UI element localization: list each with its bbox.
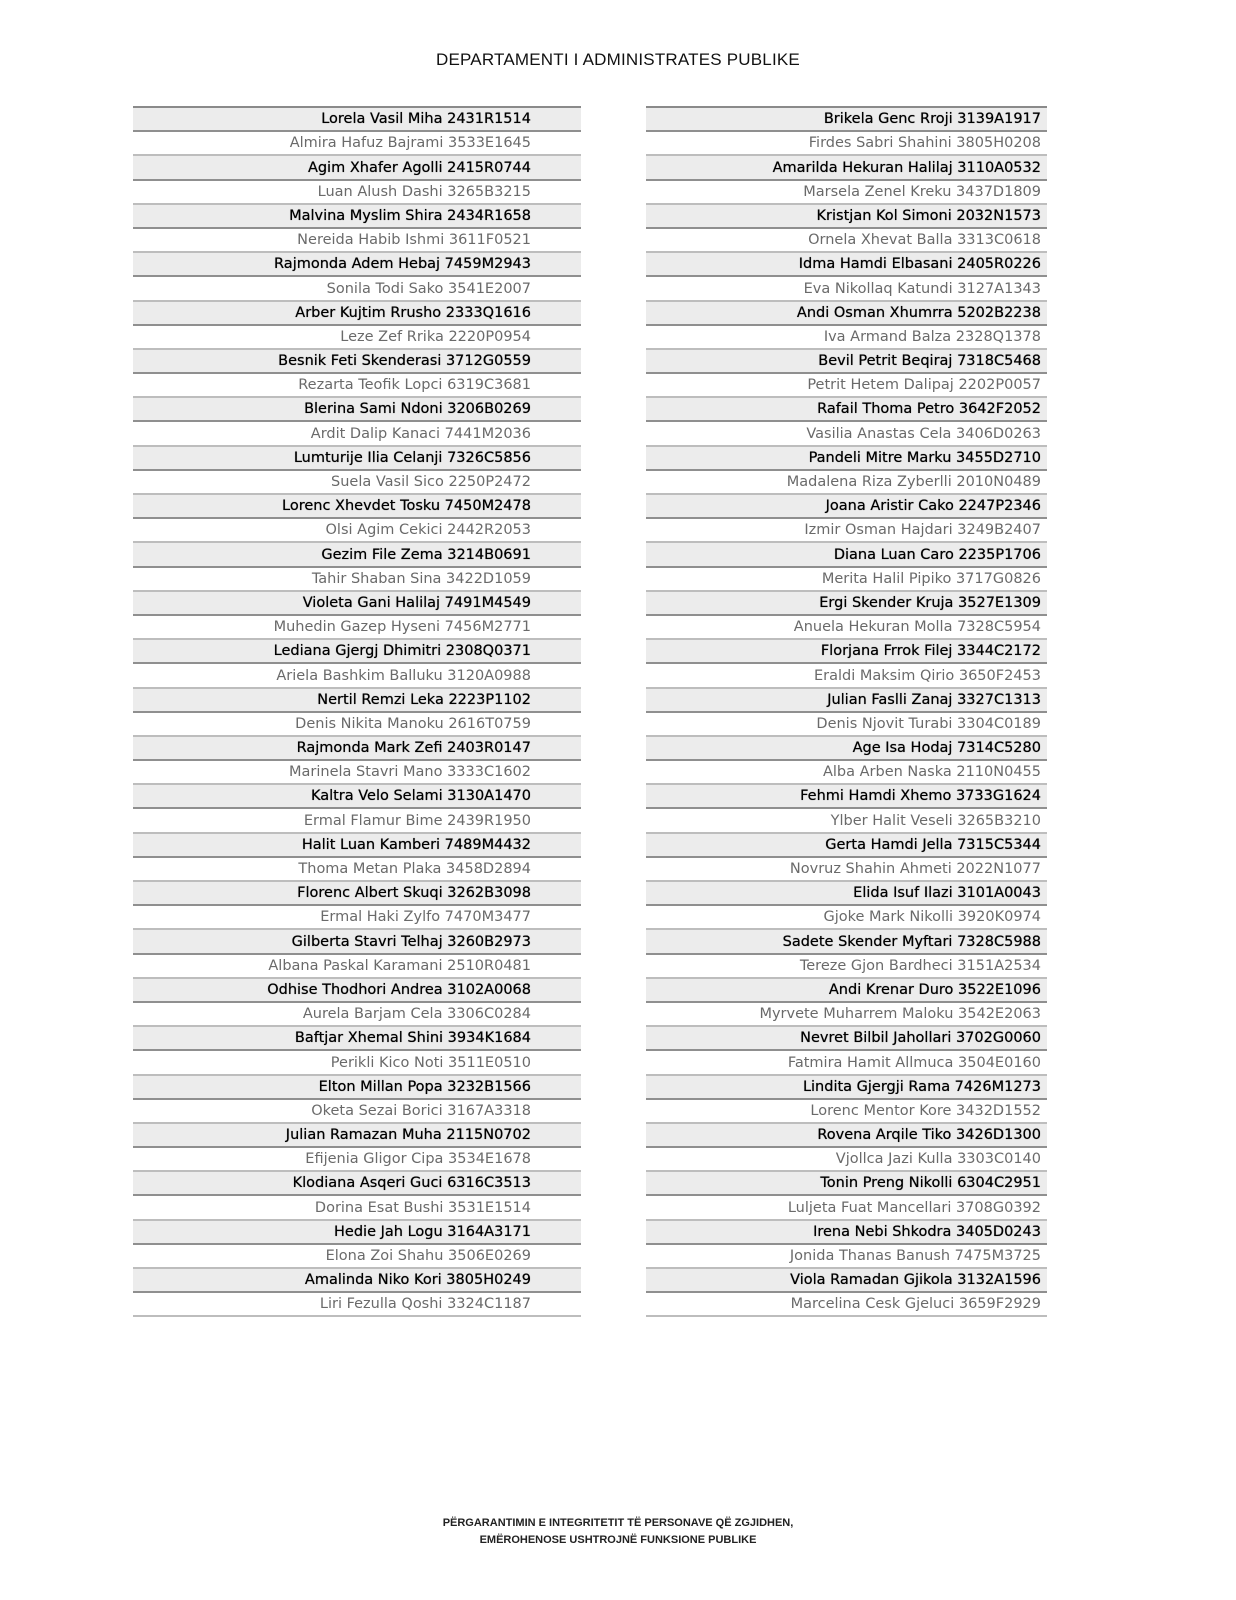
list-item xyxy=(646,398,1047,422)
person-entry: Age Isa Hodaj 7314C5280 xyxy=(852,740,1041,757)
list-item xyxy=(646,1196,1047,1220)
list-item xyxy=(646,1293,1047,1317)
person-entry: Thoma Metan Plaka 3458D2894 xyxy=(298,861,531,877)
person-entry: Muhedin Gazep Hyseni 7456M2771 xyxy=(273,619,531,636)
list-item xyxy=(646,906,1047,930)
person-entry: Idma Hamdi Elbasani 2405R0226 xyxy=(798,256,1041,273)
list-item xyxy=(133,181,581,205)
person-entry: Joana Aristir Cako 2247P2346 xyxy=(825,498,1041,515)
person-entry: Albana Paskal Karamani 2510R0481 xyxy=(268,957,531,974)
list-item xyxy=(133,302,581,326)
person-entry: Marsela Zenel Kreku 3437D1809 xyxy=(803,183,1041,200)
list-item xyxy=(133,1269,581,1293)
person-entry: Denis Nikita Manoku 2616T0759 xyxy=(295,715,531,732)
list-item xyxy=(133,785,581,809)
list-item xyxy=(646,543,1047,567)
left-name-column xyxy=(133,106,581,1317)
person-entry: Ariela Bashkim Balluku 3120A0988 xyxy=(276,667,531,684)
list-item xyxy=(646,205,1047,229)
person-entry: Lorela Vasil Miha 2431R1514 xyxy=(321,111,531,128)
list-item xyxy=(646,1172,1047,1196)
list-item xyxy=(646,1027,1047,1051)
list-item xyxy=(133,737,581,761)
list-item xyxy=(646,1269,1047,1293)
list-item xyxy=(646,229,1047,253)
list-item xyxy=(646,132,1047,156)
list-item xyxy=(133,1124,581,1148)
person-entry: Myrvete Muharrem Maloku 3542E2063 xyxy=(759,1006,1041,1023)
list-item xyxy=(646,1124,1047,1148)
person-entry: Amarilda Hekuran Halilaj 3110A0532 xyxy=(772,159,1041,176)
list-item xyxy=(133,1172,581,1196)
person-entry: Gjoke Mark Nikolli 3920K0974 xyxy=(823,909,1041,926)
person-entry: Lorenc Xhevdet Tosku 7450M2478 xyxy=(282,498,531,515)
list-item xyxy=(646,568,1047,592)
list-item xyxy=(646,809,1047,833)
person-entry: Luan Alush Dashi 3265B3215 xyxy=(317,183,531,200)
person-entry: Lindita Gjergji Rama 7426M1273 xyxy=(802,1078,1041,1095)
person-entry: Ermal Flamur Bime 2439R1950 xyxy=(303,812,531,829)
person-entry: Anuela Hekuran Molla 7328C5954 xyxy=(793,619,1041,636)
list-item xyxy=(646,664,1047,688)
person-entry: Lumturije Ilia Celanji 7326C5856 xyxy=(293,449,531,466)
list-item xyxy=(133,1076,581,1100)
list-item xyxy=(133,1051,581,1075)
person-entry: Ornela Xhevat Balla 3313C0618 xyxy=(808,232,1041,249)
person-entry: Luljeta Fuat Mancellari 3708G0392 xyxy=(787,1199,1041,1216)
list-item xyxy=(646,181,1047,205)
person-entry: Gezim File Zema 3214B0691 xyxy=(321,546,531,563)
person-entry: Aurela Barjam Cela 3306C0284 xyxy=(302,1006,531,1023)
list-item xyxy=(133,1148,581,1172)
list-item xyxy=(646,1076,1047,1100)
list-item xyxy=(133,1027,581,1051)
list-item xyxy=(646,277,1047,301)
person-entry: Jonida Thanas Banush 7475M3725 xyxy=(789,1248,1041,1264)
list-item xyxy=(133,1221,581,1245)
footer-line-1: PËRGARANTIMIN E INTEGRITETIT TË PERSONAVE QË ZGJIDHEN, xyxy=(442,1517,794,1529)
person-entry: Sadete Skender Myftari 7328C5988 xyxy=(782,933,1041,950)
person-entry: Vasilia Anastas Cela 3406D0263 xyxy=(806,425,1041,442)
list-item xyxy=(646,713,1047,737)
list-item xyxy=(646,979,1047,1003)
person-entry: Olsi Agim Cekici 2442R2053 xyxy=(325,522,531,539)
list-item xyxy=(133,616,581,640)
person-entry: Besnik Feti Skenderasi 3712G0559 xyxy=(278,353,531,370)
person-entry: Marcelina Cesk Gjeluci 3659F2929 xyxy=(790,1296,1041,1313)
list-item xyxy=(133,882,581,906)
page-title: DEPARTAMENTI I ADMINISTRATES PUBLIKE xyxy=(436,50,800,69)
person-entry: Liri Fezulla Qoshi 3324C1187 xyxy=(319,1296,531,1313)
list-item xyxy=(133,1196,581,1220)
person-entry: Elona Zoi Shahu 3506E0269 xyxy=(325,1248,531,1264)
person-entry: Violeta Gani Halilaj 7491M4549 xyxy=(302,594,531,611)
list-item xyxy=(133,1245,581,1269)
list-item xyxy=(646,616,1047,640)
person-entry: Brikela Genc Rroji 3139A1917 xyxy=(823,111,1041,128)
person-entry: Tereze Gjon Bardheci 3151A2534 xyxy=(799,957,1041,974)
list-item xyxy=(133,809,581,833)
list-item xyxy=(133,495,581,519)
person-entry: Denis Njovit Turabi 3304C0189 xyxy=(816,715,1041,732)
person-entry: Amalinda Niko Kori 3805H0249 xyxy=(304,1272,531,1289)
person-entry: Julian Ramazan Muha 2115N0702 xyxy=(285,1127,531,1144)
list-item xyxy=(133,229,581,253)
list-item xyxy=(133,1100,581,1124)
list-item xyxy=(133,858,581,882)
person-entry: Arber Kujtim Rrusho 2333Q1616 xyxy=(295,304,531,321)
person-entry: Rajmonda Adem Hebaj 7459M2943 xyxy=(274,256,531,273)
list-item xyxy=(646,858,1047,882)
person-entry: Leze Zef Rrika 2220P0954 xyxy=(340,328,531,345)
person-entry: Perikli Kico Noti 3511E0510 xyxy=(330,1054,531,1071)
person-entry: Novruz Shahin Ahmeti 2022N1077 xyxy=(789,861,1041,877)
person-entry: Bevil Petrit Beqiraj 7318C5468 xyxy=(818,353,1041,370)
person-entry: Oketa Sezai Borici 3167A3318 xyxy=(311,1102,531,1119)
list-item xyxy=(133,350,581,374)
list-item xyxy=(646,495,1047,519)
list-item xyxy=(133,834,581,858)
person-entry: Irena Nebi Shkodra 3405D0243 xyxy=(813,1223,1041,1240)
person-entry: Alba Arben Naska 2110N0455 xyxy=(822,764,1041,781)
list-item xyxy=(646,834,1047,858)
person-entry: Ylber Halit Veseli 3265B3210 xyxy=(830,812,1041,829)
list-item xyxy=(646,302,1047,326)
list-item xyxy=(133,1293,581,1317)
list-item xyxy=(133,326,581,350)
list-item xyxy=(133,640,581,664)
list-item xyxy=(646,640,1047,664)
list-item xyxy=(646,930,1047,954)
person-entry: Tonin Preng Nikolli 6304C2951 xyxy=(820,1175,1041,1192)
person-entry: Baftjar Xhemal Shini 3934K1684 xyxy=(294,1030,531,1047)
person-entry: Suela Vasil Sico 2250P2472 xyxy=(331,474,531,490)
person-entry: Nereida Habib Ishmi 3611F0521 xyxy=(297,232,531,249)
list-item xyxy=(133,447,581,471)
person-entry: Efijenia Gligor Cipa 3534E1678 xyxy=(305,1151,531,1168)
person-entry: Odhise Thodhori Andrea 3102A0068 xyxy=(267,981,531,998)
person-entry: Iva Armand Balza 2328Q1378 xyxy=(823,328,1041,345)
person-entry: Rezarta Teofik Lopci 6319C3681 xyxy=(298,377,531,394)
person-entry: Eraldi Maksim Qirio 3650F2453 xyxy=(813,667,1041,684)
list-item xyxy=(646,689,1047,713)
list-item xyxy=(646,422,1047,446)
person-entry: Florenc Albert Skuqi 3262B3098 xyxy=(297,885,531,902)
list-item xyxy=(646,253,1047,277)
person-entry: Vjollca Jazi Kulla 3303C0140 xyxy=(835,1151,1041,1168)
right-name-column xyxy=(646,106,1047,1317)
person-entry: Rafail Thoma Petro 3642F2052 xyxy=(817,401,1041,418)
list-item xyxy=(646,592,1047,616)
person-entry: Ermal Haki Zylfo 7470M3477 xyxy=(320,909,531,926)
list-item xyxy=(133,277,581,301)
person-entry: Elida Isuf Ilazi 3101A0043 xyxy=(853,885,1041,902)
list-item xyxy=(133,253,581,277)
list-item xyxy=(133,205,581,229)
person-entry: Fehmi Hamdi Xhemo 3733G1624 xyxy=(800,788,1041,805)
person-entry: Agim Xhafer Agolli 2415R0744 xyxy=(307,159,531,176)
person-entry: Ergi Skender Kruja 3527E1309 xyxy=(819,594,1041,611)
person-entry: Merita Halil Pipiko 3717G0826 xyxy=(821,570,1041,587)
list-item xyxy=(133,1003,581,1027)
list-item xyxy=(133,519,581,543)
list-item xyxy=(133,713,581,737)
person-entry: Almira Hafuz Bajrami 3533E1645 xyxy=(289,135,531,152)
list-item xyxy=(133,906,581,930)
footer xyxy=(0,1515,1236,1549)
person-entry: Hedie Jah Logu 3164A3171 xyxy=(334,1223,531,1240)
list-item xyxy=(646,1003,1047,1027)
list-item xyxy=(646,737,1047,761)
person-entry: Izmir Osman Hajdari 3249B2407 xyxy=(804,522,1041,539)
list-item xyxy=(646,350,1047,374)
list-item xyxy=(133,592,581,616)
person-entry: Sonila Todi Sako 3541E2007 xyxy=(326,280,531,297)
list-item xyxy=(646,882,1047,906)
list-item xyxy=(133,132,581,156)
list-item xyxy=(133,398,581,422)
person-entry: Gilberta Stavri Telhaj 3260B2973 xyxy=(291,933,531,950)
list-item xyxy=(133,664,581,688)
person-entry: Gerta Hamdi Jella 7315C5344 xyxy=(825,836,1041,853)
person-entry: Marinela Stavri Mano 3333C1602 xyxy=(289,764,531,781)
list-item xyxy=(646,374,1047,398)
person-entry: Ardit Dalip Kanaci 7441M2036 xyxy=(310,425,531,442)
person-entry: Blerina Sami Ndoni 3206B0269 xyxy=(304,401,531,418)
person-entry: Dorina Esat Bushi 3531E1514 xyxy=(314,1199,531,1216)
person-entry: Eva Nikollaq Katundi 3127A1343 xyxy=(803,280,1041,297)
person-entry: Rovena Arqile Tiko 3426D1300 xyxy=(817,1127,1041,1144)
list-item xyxy=(646,1148,1047,1172)
person-entry: Firdes Sabri Shahini 3805H0208 xyxy=(808,135,1041,152)
list-item xyxy=(133,979,581,1003)
list-item xyxy=(646,1100,1047,1124)
list-item xyxy=(133,930,581,954)
list-item xyxy=(133,422,581,446)
list-item xyxy=(133,543,581,567)
list-item xyxy=(646,1051,1047,1075)
person-entry: Kristjan Kol Simoni 2032N1573 xyxy=(816,207,1041,224)
person-entry: Madalena Riza Zyberlli 2010N0489 xyxy=(786,474,1041,490)
list-item xyxy=(133,955,581,979)
list-item xyxy=(133,568,581,592)
person-entry: Petrit Hetem Dalipaj 2202P0057 xyxy=(807,377,1041,394)
list-item xyxy=(646,156,1047,180)
person-entry: Viola Ramadan Gjikola 3132A1596 xyxy=(790,1272,1041,1289)
person-entry: Nevret Bilbil Jahollari 3702G0060 xyxy=(800,1030,1041,1047)
person-entry: Lediana Gjergj Dhimitri 2308Q0371 xyxy=(273,643,531,660)
person-entry: Fatmira Hamit Allmuca 3504E0160 xyxy=(787,1054,1041,1071)
person-entry: Malvina Myslim Shira 2434R1658 xyxy=(289,207,531,224)
person-entry: Rajmonda Mark Zefi 2403R0147 xyxy=(296,740,531,757)
list-item xyxy=(646,108,1047,132)
person-entry: Klodiana Asqeri Guci 6316C3513 xyxy=(292,1175,531,1192)
list-item xyxy=(133,374,581,398)
person-entry: Andi Osman Xhumrra 5202B2238 xyxy=(796,304,1041,321)
person-entry: Lorenc Mentor Kore 3432D1552 xyxy=(810,1102,1041,1119)
person-entry: Halit Luan Kamberi 7489M4432 xyxy=(301,836,531,853)
list-item xyxy=(646,471,1047,495)
person-entry: Nertil Remzi Leka 2223P1102 xyxy=(317,691,531,708)
person-entry: Julian Faslli Zanaj 3327C1313 xyxy=(827,691,1041,708)
person-entry: Tahir Shaban Sina 3422D1059 xyxy=(311,570,531,587)
list-item xyxy=(646,519,1047,543)
list-item xyxy=(646,1221,1047,1245)
list-item xyxy=(646,761,1047,785)
list-item xyxy=(133,689,581,713)
list-item xyxy=(646,955,1047,979)
list-item xyxy=(646,1245,1047,1269)
person-entry: Diana Luan Caro 2235P1706 xyxy=(833,546,1041,563)
footer-line-2: EMËROHENOSE USHTROJNË FUNKSIONE PUBLIKE xyxy=(479,1534,757,1546)
person-entry: Pandeli Mitre Marku 3455D2710 xyxy=(808,449,1041,466)
list-item xyxy=(646,785,1047,809)
list-item xyxy=(646,447,1047,471)
list-item xyxy=(646,326,1047,350)
list-item xyxy=(133,108,581,132)
list-item xyxy=(133,471,581,495)
person-entry: Kaltra Velo Selami 3130A1470 xyxy=(310,788,531,805)
person-entry: Andi Krenar Duro 3522E1096 xyxy=(828,981,1041,998)
person-entry: Elton Millan Popa 3232B1566 xyxy=(318,1078,531,1095)
list-item xyxy=(133,156,581,180)
list-item xyxy=(133,761,581,785)
person-entry: Florjana Frrok Filej 3344C2172 xyxy=(820,643,1041,660)
